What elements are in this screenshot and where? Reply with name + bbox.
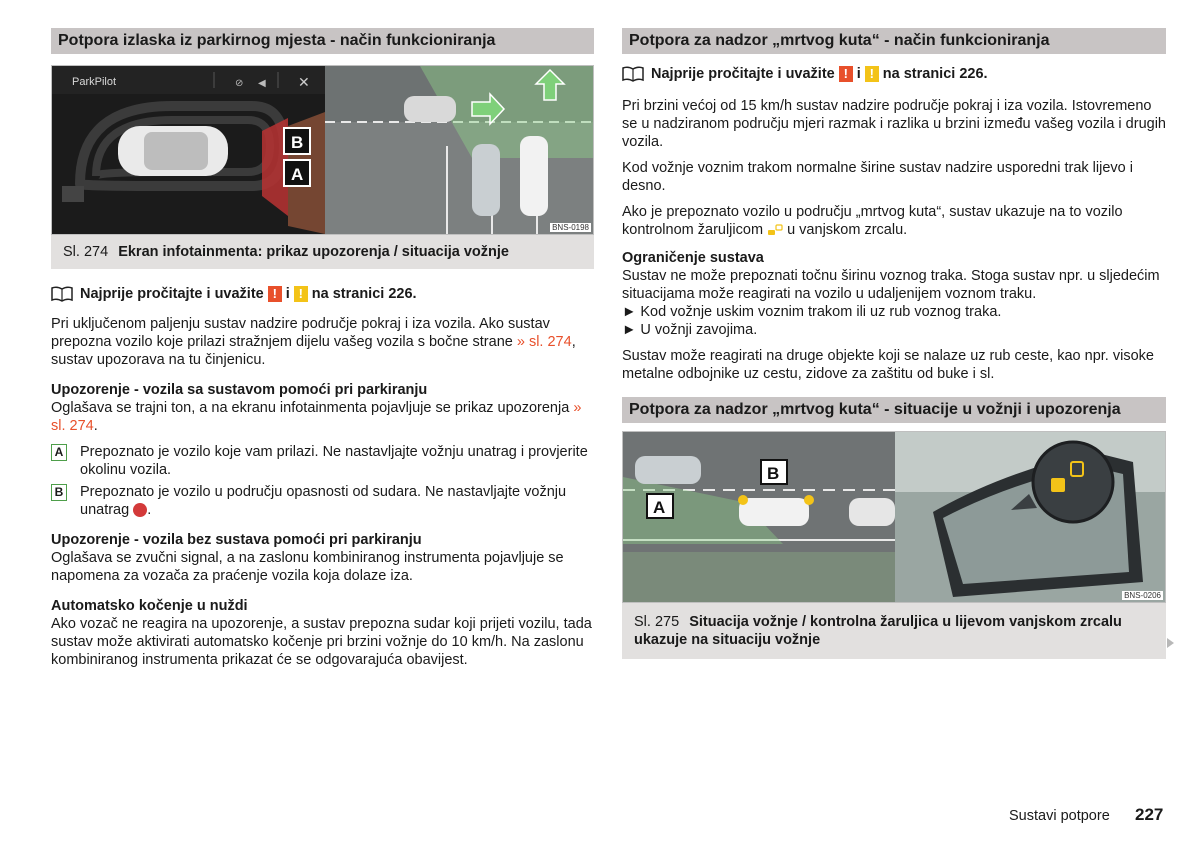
list-item	[51, 443, 594, 479]
badge-a: A	[51, 444, 67, 461]
figure-link[interactable]: » sl. 274	[51, 400, 582, 434]
warning-red-icon: !	[839, 66, 853, 82]
figure-caption-text: Ekran infotainmenta: prikaz upozorenja / situacija vožnje	[118, 244, 509, 260]
section-heading-exit-assist: Potpora izlaska iz parkirnog mjesta - način funkcioniranja	[51, 28, 594, 54]
sensor-off-icon: ⊘	[235, 78, 244, 89]
sound-off-icon: ◀	[258, 78, 266, 89]
read-first-note	[51, 284, 594, 304]
scene-label-a: A	[653, 498, 666, 517]
intro-text: Pri uključenom paljenju sustav nadzire područje pokraj i iza vozila. Ako sustav prepozna vozilo koje prilazi stražnjem dijelu vašeg vozila s bočne strane	[51, 316, 550, 350]
read-first-mid: i	[856, 66, 861, 82]
limits-bullet: ► U vožnji zavojima.	[622, 322, 758, 338]
list-item-text: Prepoznato je vozilo u području opasnosti od sudara. Ne nastavljajte vožnju unatrag	[80, 484, 567, 518]
section-heading-blind-spot-situations: Potpora za nadzor „mrtvog kuta“ - situacije u vožnji i upozorenja	[622, 397, 1166, 423]
figure-274-caption	[51, 235, 594, 269]
close-icon: ✕	[298, 74, 310, 90]
read-first-note	[622, 64, 1166, 84]
figure-275-illustration	[623, 432, 1166, 602]
park-assist-text: Oglašava se trajni ton, a na ekranu infotainmenta pojavljuje se prikaz upozorenja	[51, 400, 570, 416]
scene-label-b: B	[767, 464, 780, 483]
warning-red-icon: !	[268, 286, 282, 302]
subheading-emergency-braking: Automatsko kočenje u nuždi	[51, 598, 248, 614]
park-assist-text-end: .	[93, 418, 98, 434]
warning-yellow-icon: !	[294, 286, 308, 302]
figure-code: BNS-0198	[552, 223, 589, 232]
list-item-end: .	[147, 502, 152, 518]
blind-spot-paragraph-2: Kod vožnje voznim trakom normalne širine sustav nadzire usporedni trak lijevo i desno.	[622, 160, 1133, 194]
park-assist-paragraph	[51, 399, 594, 435]
book-icon	[51, 286, 73, 302]
limits-paragraph: Sustav ne može prepoznati točnu širinu voznog traka. Stoga sustav npr. u sljedećim situacijama može reagirati na vozilo u udaljenijem voznom traku.	[622, 268, 1160, 302]
blind-spot-text: Ako je prepoznato vozilo u području „mrtvog kuta“, sustav ukazuje na to vozilo kontrolnom žaruljicom	[622, 204, 1123, 238]
figure-caption-text: Situacija vožnje / kontrolna žaruljica u lijevom vanjskom zrcalu ukazuje na situaciju vožnje	[634, 614, 1122, 648]
left-column	[51, 28, 594, 669]
other-objects-paragraph: Sustav može reagirati na druge objekte koji se nalaze uz rub ceste, kao npr. visoke metalne odbojnike uz cestu, zidove za zaštitu od buke i sl.	[622, 348, 1154, 382]
read-first-suffix: na stranici 226.	[882, 66, 988, 82]
read-first-prefix: Najprije pročitajte i uvažite	[80, 286, 264, 302]
blind-spot-text-end: u vanjskom zrcalu.	[787, 222, 908, 238]
figure-number: Sl. 274	[63, 244, 109, 260]
subheading-limits: Ograničenje sustava	[622, 250, 764, 266]
figure-274	[51, 65, 594, 235]
figure-link[interactable]: » sl. 274	[516, 334, 572, 350]
figure-275-caption	[622, 603, 1166, 659]
subheading-with-park-assist: Upozorenje - vozila sa sustavom pomoći pri parkiranju	[51, 382, 428, 398]
page-number: 227	[1135, 805, 1164, 824]
list-item	[51, 483, 594, 519]
figure-number: Sl. 275	[634, 614, 680, 630]
screen-label-a: A	[291, 165, 304, 184]
read-first-prefix: Najprije pročitajte i uvažite	[651, 66, 835, 82]
figure-code: BNS-0206	[1124, 591, 1161, 600]
parkpilot-title: ParkPilot	[72, 76, 117, 88]
blind-spot-lamp-icon	[767, 223, 783, 237]
stop-icon	[133, 503, 147, 517]
read-first-mid: i	[285, 286, 290, 302]
badge-b: B	[51, 484, 67, 501]
list-item-text-wrap	[80, 483, 594, 519]
read-first-suffix: na stranici 226.	[311, 286, 417, 302]
screen-label-b: B	[291, 133, 304, 152]
limits-bullet: ► Kod vožnje uskim voznim trakom ili uz rub voznog traka.	[622, 304, 1002, 320]
figure-275	[622, 431, 1166, 603]
warning-yellow-icon: !	[865, 66, 879, 82]
blind-spot-paragraph-1: Pri brzini većoj od 15 km/h sustav nadzire područje pokraj i iza vozila. Istovremeno se u nadziranom području mjeri razmak i razlika u brzini između vašeg vozila i drugih vozila.	[622, 98, 1166, 150]
footer-section-label: Sustavi potpore	[1009, 808, 1110, 824]
list-item-text: Prepoznato je vozilo koje vam prilazi. Ne nastavljajte vožnju unatrag i provjerite okolinu vozila.	[80, 444, 588, 478]
intro-text-end: , sustav upozorava na tu činjenicu.	[51, 334, 576, 368]
book-icon	[622, 66, 644, 82]
blind-spot-paragraph-3	[622, 203, 1166, 239]
subheading-without-park-assist: Upozorenje - vozila bez sustava pomoći pri parkiranju	[51, 532, 422, 548]
emergency-braking-paragraph: Ako vozač ne reagira na upozorenje, a sustav prepozna sudar koji prijeti vozilu, tada sustav može aktivirati automatsko kočenje pri brzini vožnje do 10 km/h. Na zaslonu kombiniranog instrumenta prikazat će se odgovarajuća obavijest.	[51, 616, 592, 668]
continue-arrow-icon	[1167, 638, 1174, 648]
no-park-assist-paragraph: Oglašava se zvučni signal, a na zaslonu kombiniranog instrumenta pojavljuje se napomena za vozača za praćenje vozila koja dolaze iza.	[51, 550, 564, 584]
figure-274-illustration	[52, 66, 594, 234]
right-column	[622, 28, 1166, 659]
intro-paragraph	[51, 315, 594, 369]
section-heading-blind-spot: Potpora za nadzor „mrtvog kuta“ - način funkcioniranja	[622, 28, 1166, 54]
